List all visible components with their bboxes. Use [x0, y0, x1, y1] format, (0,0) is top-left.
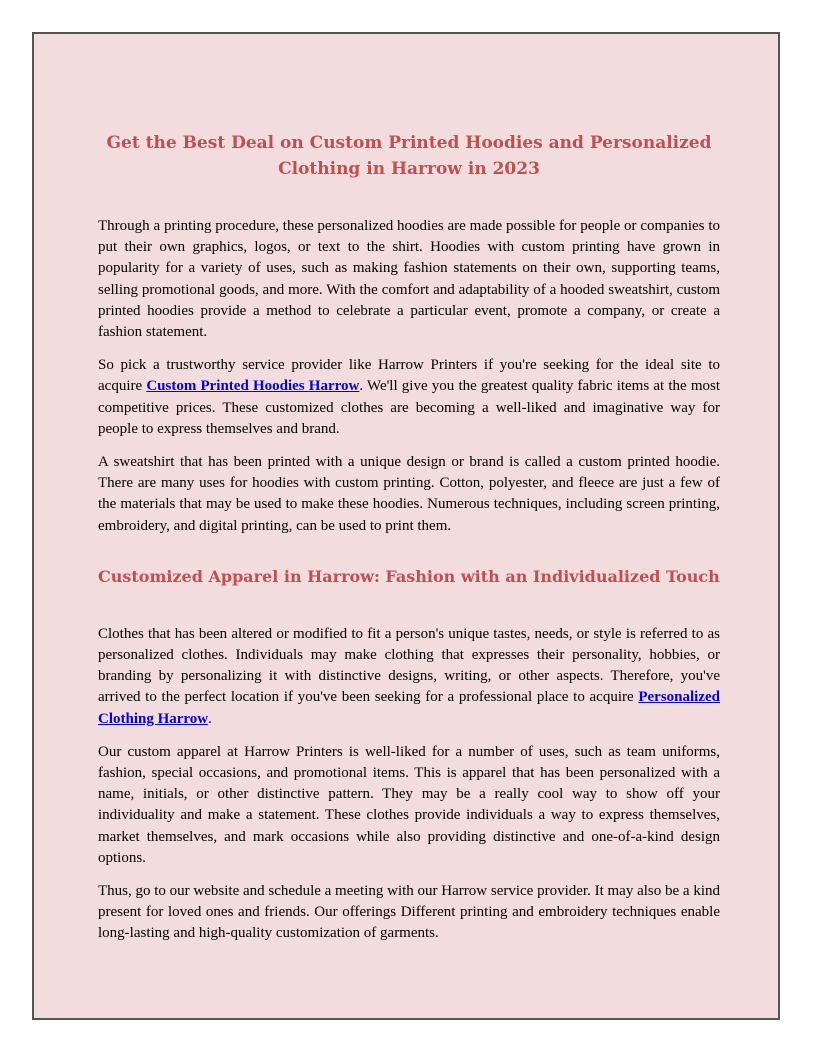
section-paragraph-2: Our custom apparel at Harrow Printers is well-liked for a number of uses, such as team uniforms, fashion, special occasions, and promotional items. This is apparel that has been personalized with a name, initials, or other distinctive pattern. They may be a really cool way to show off your individuality and make a statement. These clothes provide individuals a way to express themselves, market themselves, and mark occasions while also providing distinctive and one-of-a-kind design options. [98, 743, 720, 866]
page-title: Get the Best Deal on Custom Printed Hoodies and Personalized Clothing in Harrow in 2023 [106, 133, 712, 179]
intro-paragraph-2-after: . We'll give you the greatest quality fabric items at the most competitive prices. These customized clothes are becoming a well-liked and imaginative way for people to express themselves and brand. [98, 378, 720, 437]
document-page [32, 32, 780, 1020]
intro-paragraph-1: Through a printing procedure, these personalized hoodies are made possible for people or companies to put their own graphics, logos, or text to the shirt. Hoodies with custom printing have grown in popularity for a variety of uses, such as making fashion statements on their own, supporting teams, selling promotional goods, and more. With the comfort and adaptability of a hooded sweatshirt, custom printed hoodies provide a method to celebrate a particular event, promote a company, or create a fashion statement. [98, 218, 720, 341]
intro-paragraph-2-before: So pick a trustworthy service provider like Harrow Printers if you're seeking for the ideal site to acquire [98, 357, 720, 395]
section-paragraph-1 [98, 624, 720, 730]
section-paragraph-1-after: . [208, 710, 212, 727]
intro-paragraph-3: A sweatshirt that has been printed with a unique design or brand is called a custom printed hoodie. There are many uses for hoodies with custom printing. Cotton, polyester, and fleece are just a few of the materials that may be used to make these hoodies. Numerous techniques, including screen printing, embroidery, and digital printing, can be used to print them. [98, 454, 720, 534]
personalized-clothing-link[interactable]: Personalized Clothing Harrow [98, 689, 720, 727]
custom-printed-hoodies-link[interactable]: Custom Printed Hoodies Harrow [146, 378, 360, 395]
section-paragraph-3: Thus, go to our website and schedule a meeting with our Harrow service provider. It may also be a kind present for loved ones and friends. Our offerings Different printing and embroidery techniques enable long-lasting and high-quality customization of garments. [98, 883, 720, 942]
section-heading: Customized Apparel in Harrow: Fashion with an Individualized Touch [98, 566, 720, 586]
section-paragraph-1-before: Clothes that has been altered or modified to fit a person's unique tastes, needs, or style is referred to as personalized clothes. Individuals may make clothing that expresses their personality, hobbies, or branding by personalizing it with distinctive designs, writing, or other aspects. Therefore, you've arrived to the perfect location if you've been seeking for a professional place to acquire [98, 625, 720, 706]
intro-paragraph-2 [98, 355, 720, 440]
document-content [98, 130, 720, 945]
